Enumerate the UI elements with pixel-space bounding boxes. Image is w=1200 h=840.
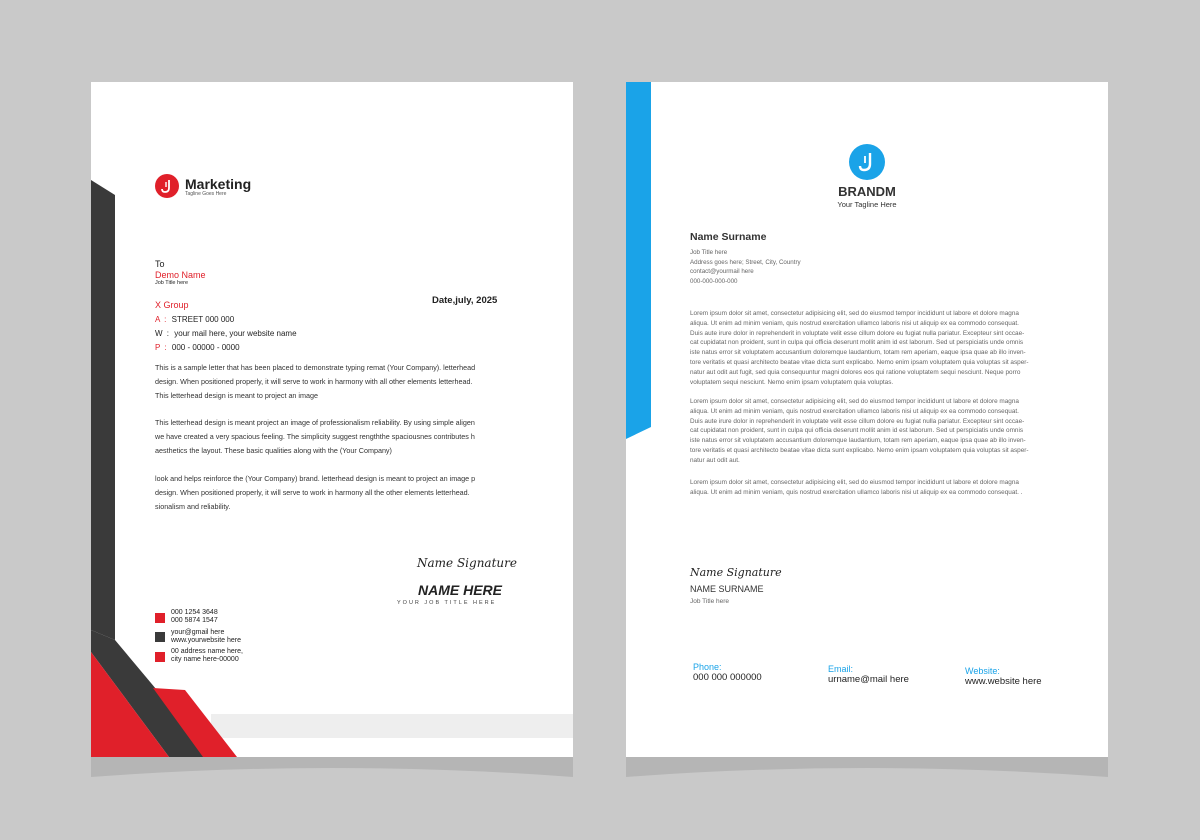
body-line: Lorem ipsum dolor sit amet, consectetur adipisicing elit, sed do eiusmod tempor incididunt ut labore et dolore magna xyxy=(690,310,1019,317)
signature-title: YOUR JOB TITLE HERE xyxy=(397,600,497,606)
body-line: iste natus error sit voluptatem accusantium doloremque laudantium, totam rem aperiam, eaque ipsa quae ab illo inven- xyxy=(690,349,1026,357)
body-line: look and helps reinforce the (Your Company) brand. letterhead design is meant to project an image p xyxy=(155,474,476,483)
contact-address-icon xyxy=(155,652,165,662)
signature-script: Name Signature xyxy=(690,566,782,579)
contact-email-icon xyxy=(155,632,165,642)
body-line: tore veritatis et quasi architecto beatae vitae dicta sunt explicabo. Nemo enim ipsam voluptatem quia voluptas sit asper- xyxy=(690,446,1029,454)
body-line: aliqua. Ut enim ad minim veniam, quis nostrud exercitation ullamco laboris nisi ut aliquip ex ea commodo consequat. . xyxy=(690,488,1023,496)
body-line: Lorem ipsum dolor sit amet, consectetur adipisicing elit, sed do eiusmod tempor incididunt ut labore et dolore magna xyxy=(690,398,1019,405)
paper-shadow-left xyxy=(91,757,573,779)
body-line: This letterhead design is meant to project an image xyxy=(155,391,319,400)
sender-detail-line: Address goes here; Street, City, Country xyxy=(690,258,801,266)
right-decorative-bar xyxy=(626,82,656,442)
recipient-title: Job Title here xyxy=(155,280,189,286)
address-line xyxy=(155,329,297,338)
sender-detail-line: Job Title here xyxy=(690,249,728,256)
brand-name: BRANDM xyxy=(838,184,896,199)
body-line: Lorem ipsum dolor sit amet, consectetur adipisicing elit, sed do eiusmod tempor incididunt ut labore et dolore magna xyxy=(690,479,1019,486)
body-line: aliqua. Ut enim ad minim veniam, quis nostrud exercitation ullamco laboris nisi ut aliquip ex ea commodo consequat. xyxy=(690,407,1019,415)
footer-email-label: Email: xyxy=(828,664,854,674)
address-value: STREET 000 000 xyxy=(171,315,235,324)
body-line: sionalism and reliability. xyxy=(155,502,231,511)
footer-website-value: www.website here xyxy=(965,676,1042,687)
signature-name: NAME SURNAME xyxy=(690,584,764,594)
body-line: cat cupidatat non proident, sunt in culpa qui officia deserunt mollit anim id est laborum. Sed ut perspiciatis unde omnis xyxy=(690,339,1024,347)
body-paragraph xyxy=(690,309,1029,387)
sender-details xyxy=(690,248,801,286)
body-line: This is a sample letter that has been placed to demonstrate typing remat (Your Company). letterhead xyxy=(155,363,476,372)
body-line: cat cupidatat non proident, sunt in culpa qui officia deserunt mollit anim id est laborum. Sed ut perspiciatis unde omnis xyxy=(690,427,1024,435)
body-line: iste natus error sit voluptatem accusantium doloremque laudantium, totam rem aperiam, eaque ipsa quae ab illo inven- xyxy=(690,437,1026,445)
body-line: aliqua. Ut enim ad minim veniam, quis nostrud exercitation ullamco laboris nisi ut aliquip ex ea commodo consequat. xyxy=(690,319,1019,327)
letterhead-right xyxy=(626,82,1108,757)
contact-phone-icon xyxy=(155,613,165,623)
signature-name: NAME HERE xyxy=(418,582,503,598)
contact-line: www.yourwebsite here xyxy=(171,637,242,644)
brandm-logo-icon xyxy=(849,144,885,180)
brand-name: Marketing xyxy=(185,176,252,192)
body-paragraph xyxy=(690,478,1022,498)
body-line: voluptatem sequi nesciunt. Nemo enim ipsam voluptatem quia voluptas. xyxy=(690,378,894,386)
contact-line: 00 address name here, xyxy=(171,648,243,655)
sender-detail-line: 000-000-000-000 xyxy=(690,277,738,285)
sender-name: Name Surname xyxy=(690,231,767,243)
signature-script: Name Signature xyxy=(417,556,517,570)
address-value: 000 - 00000 - 0000 xyxy=(171,343,240,352)
contact-line: 000 5874 1547 xyxy=(171,617,218,624)
footer-phone-label: Phone: xyxy=(693,662,722,672)
signature-title: Job Title here xyxy=(690,598,730,605)
contact-line: 000 1254 3648 xyxy=(171,609,218,616)
brand-tagline: Tagline Goes Here xyxy=(185,191,227,197)
footer-phone-value: 000 000 000000 xyxy=(693,672,762,683)
body-paragraph xyxy=(155,416,475,458)
recipient-to: To xyxy=(155,259,165,269)
address-value: your mail here, your website name xyxy=(174,329,297,338)
body-paragraph xyxy=(690,397,1029,466)
address-sep: : xyxy=(164,343,167,352)
body-line: natur aut odit aut fugit, sed quia consequuntur magni dolores eos qui ratione voluptatem sequi nesciunt. Neque porro xyxy=(690,368,1021,376)
contact-line: city name here-00000 xyxy=(171,656,239,663)
sender-detail-line: contact@yourmail here xyxy=(690,268,754,276)
body-line: design. When positioned properly, it will serve to work in harmony all the other elements letterhead. xyxy=(155,488,470,497)
body-line: tore veritatis et quasi architecto beatae vitae dicta sunt explicabo. Nemo enim ipsam voluptatem quia voluptas sit asper- xyxy=(690,358,1029,366)
marketing-logo-icon xyxy=(155,174,179,198)
paper-shadow-right xyxy=(626,757,1108,779)
brand-tagline: Your Tagline Here xyxy=(837,200,897,209)
body-line: design. When positioned properly, it will serve to work in harmony with all other elements letterhead. xyxy=(155,377,473,386)
body-line: This letterhead design is meant project an image of professionalism reliability. By using simple aligen xyxy=(155,418,475,427)
body-paragraph xyxy=(155,361,475,403)
company-name: X Group xyxy=(155,300,189,310)
address-key: P xyxy=(155,343,161,352)
address-sep: : xyxy=(166,329,170,338)
body-line: natur aut odit aut. xyxy=(690,456,740,464)
body-paragraph xyxy=(155,472,475,514)
address-sep: : xyxy=(164,315,167,324)
footer-email-value: urname@mail here xyxy=(828,674,909,685)
recipient-name: Demo Name xyxy=(155,270,206,280)
address-line xyxy=(155,315,234,324)
footer-website-label: Website: xyxy=(965,666,1000,676)
address-key: W xyxy=(155,329,163,338)
body-line: Duis aute irure dolor in reprehenderit in voluptate velit esse cillum dolore eu fugiat nulla pariatur. Excepteur sint occae- xyxy=(690,329,1025,337)
letterhead-left xyxy=(91,82,573,757)
body-line: aesthetics the layout. These basic qualities along with the (Your Company) xyxy=(155,446,392,455)
contact-line: your@gmail here xyxy=(171,629,225,636)
body-line: we have created a very spacious feeling. The simplicity suggest rengththe spaciousnes contributes h xyxy=(155,432,475,441)
letter-date: Date,july, 2025 xyxy=(432,295,498,306)
address-key: A xyxy=(155,315,160,324)
address-line xyxy=(155,343,240,352)
body-line: Duis aute irure dolor in reprehenderit in voluptate velit esse cillum dolore eu fugiat nulla pariatur. Excepteur sint occae- xyxy=(690,417,1025,425)
